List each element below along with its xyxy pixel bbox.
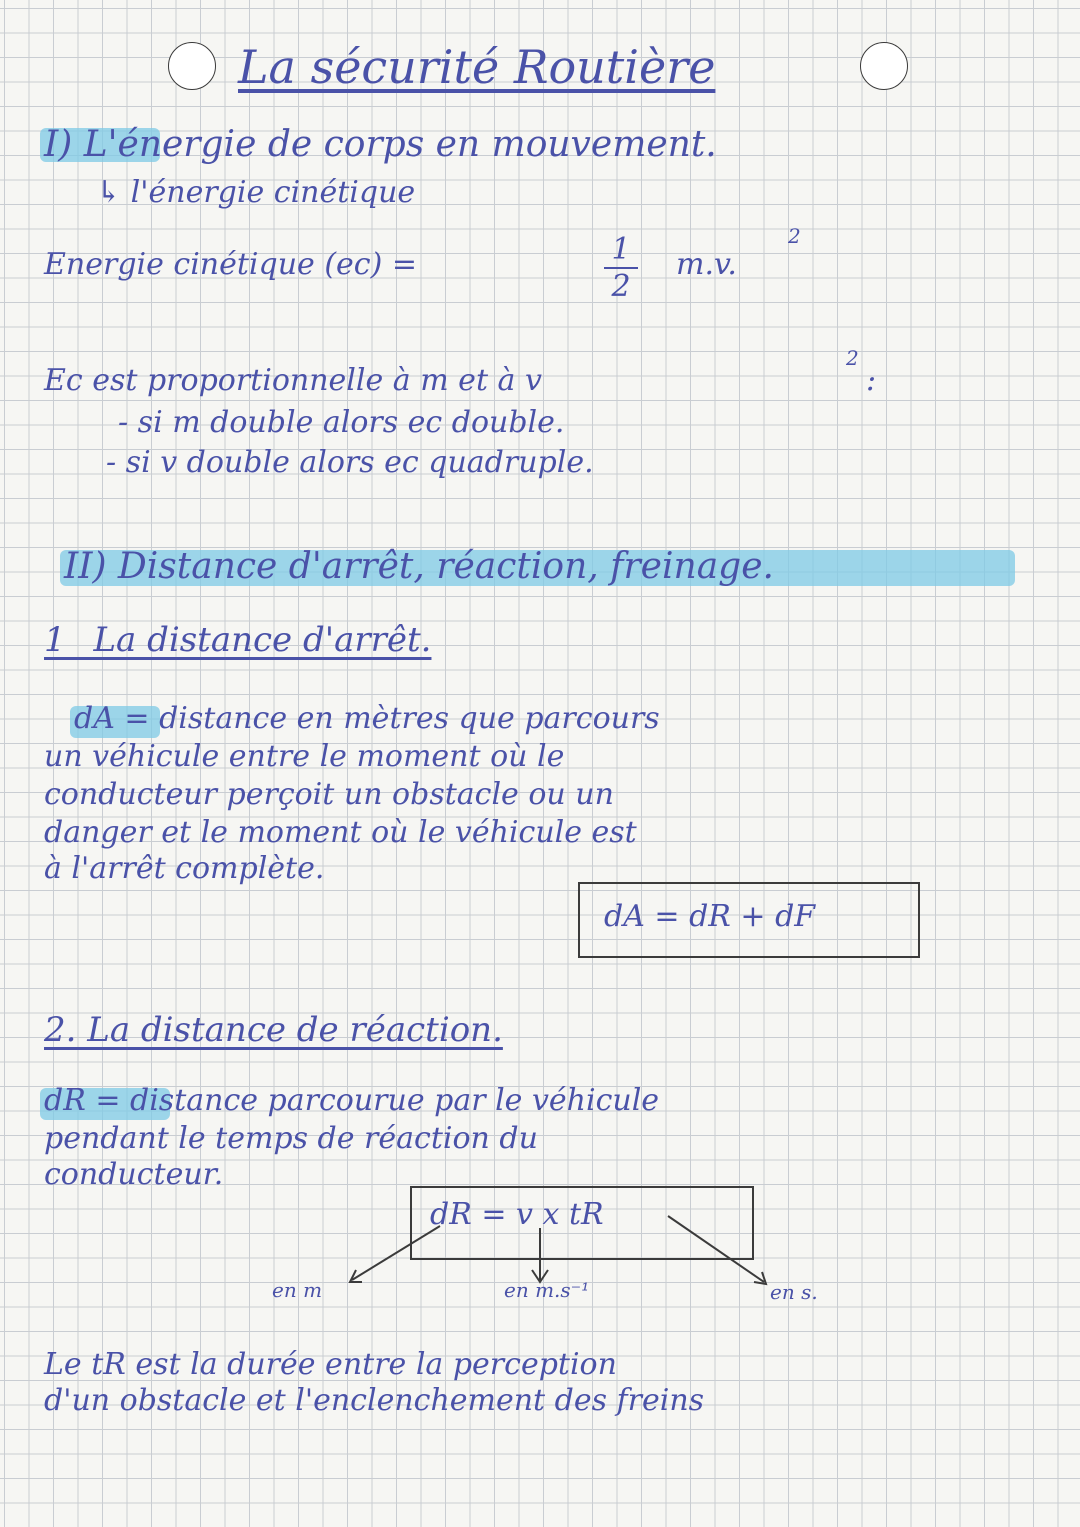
arrow-to-seconds xyxy=(668,1216,764,1282)
dr-formula: dR = v x tR xyxy=(430,1197,604,1232)
unit-meters-per-second: en m.s⁻¹ xyxy=(504,1278,590,1302)
fraction-numerator: 1 xyxy=(611,232,631,267)
da-definition-line-4: danger et le moment où le véhicule est xyxy=(44,815,637,850)
bullet-m-double: - si m double alors ec double. xyxy=(118,405,565,440)
section-2-heading: II) Distance d'arrêt, réaction, freinage. xyxy=(64,546,774,587)
tr-note-line-1: Le tR est la durée entre la perception xyxy=(44,1347,617,1382)
section-1-heading: I) L'énergie de corps en mouvement. xyxy=(44,124,717,165)
proportional-exponent: 2 xyxy=(846,346,859,370)
section-1-subheading: ↳ l'énergie cinétique xyxy=(96,175,416,210)
dr-definition-line-1: dR = distance parcourue par le véhicule xyxy=(44,1083,660,1118)
da-definition-line-3: conducteur perçoit un obstacle ou un xyxy=(44,777,614,812)
arrowhead-seconds xyxy=(754,1272,766,1284)
proportional-line: Ec est proportionnelle à m et à v xyxy=(44,363,542,398)
unit-seconds: en s. xyxy=(770,1280,818,1304)
proportional-colon: : xyxy=(866,363,877,398)
formula-ec-left: Energie cinétique (ec) = xyxy=(44,247,417,282)
formula-ec-right: m.v. xyxy=(676,247,737,282)
da-definition-line-2: un véhicule entre le moment où le xyxy=(44,739,565,774)
tr-note-line-2: d'un obstacle et l'enclenchement des freins xyxy=(44,1383,705,1418)
subsection-1-title: 1_ La distance d'arrêt. xyxy=(44,620,432,660)
formula-ec-exponent: 2 xyxy=(788,224,801,248)
bullet-v-double: - si v double alors ec quadruple. xyxy=(106,445,594,480)
subsection-2-title: 2. La distance de réaction. xyxy=(44,1010,503,1050)
da-definition-line-1: dA = distance en mètres que parcours xyxy=(74,701,660,736)
unit-meters: en m xyxy=(272,1278,323,1302)
da-definition-line-5: à l'arrêt complète. xyxy=(44,851,325,886)
dr-definition-line-2: pendant le temps de réaction du xyxy=(44,1121,538,1156)
arrow-to-meters xyxy=(352,1226,440,1280)
dr-definition-line-3: conducteur. xyxy=(44,1157,224,1192)
page-title: La sécurité Routière xyxy=(238,40,716,94)
fraction-denominator: 2 xyxy=(611,269,631,304)
da-formula: dA = dR + dF xyxy=(604,899,816,934)
